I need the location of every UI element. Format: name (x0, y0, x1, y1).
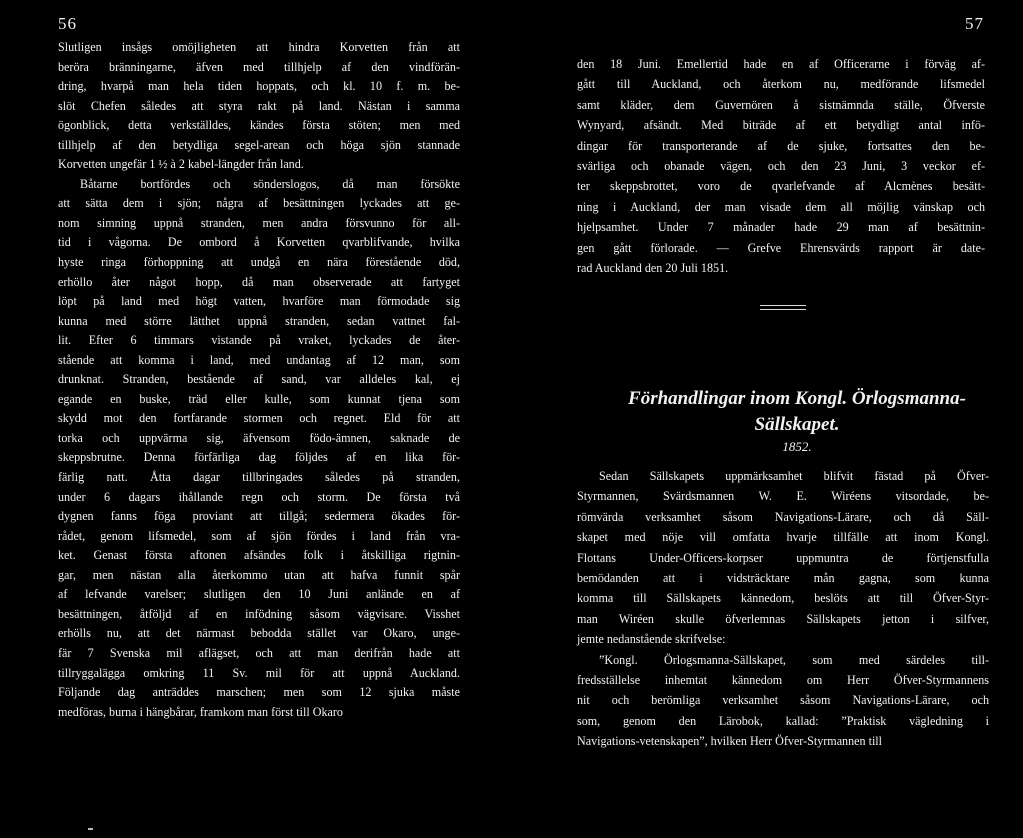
text-line: den 18 Juni. Emellertid hade en af Officerarne i förväg af- (577, 57, 985, 71)
scan-mark (88, 828, 93, 830)
text-line: erhöllo åter något hopp, då man observerade att fartyget (58, 274, 460, 289)
right-bottom-text (577, 466, 989, 752)
text-line: Slutligen insågs omöjligheten att hindra Korvetten från att (58, 40, 460, 54)
text-line: tid i vågorna. De ombord å Korvetten qvarblifvande, hvilka (58, 235, 460, 250)
text-line: Styrmannen, Svärdsmannen W. E. Wiréens vitsordade, be- (577, 489, 989, 504)
text-line: erhölls nu, att det närmast bebodda stället var Okaro, unge- (58, 626, 460, 641)
text-line: egande en buske, träd eller kulle, som kunnat tjena som (58, 391, 460, 406)
text-line: ning i Auckland, der man visade dem all möjlig vänskap och (577, 199, 985, 214)
text-line: under 6 dagars ihållande regn och storm. De första två (58, 489, 460, 504)
text-line: dygnen fanns föga proviant att tillgå; sedermera ökades för- (58, 509, 460, 524)
text-line: samt kläder, dem Guvernören å sistnämnda ställe, Öfverste (577, 97, 985, 112)
text-line: dring, hvarpå man hela tiden hoppats, och kl. 10 f. m. be- (58, 79, 460, 94)
text-line: komma till Sällskapets kännedom, beslöts att till Öfver-Styr- (577, 591, 989, 606)
text-line: ter skeppsbrottet, voro de qvarlefvande af Alcmènes besätt- (577, 179, 985, 194)
text-line: svärliga och obanade vägen, och den 23 Juni, 3 veckor ef- (577, 159, 985, 174)
text-line: af lefvande varelser; slutligen den 10 Juni anlände en af (58, 587, 460, 602)
text-line: att sätta dem i sjön; några af besättningen lyckades att ge- (58, 196, 460, 211)
text-line: jemte nedanstående skrifvelse: (577, 632, 726, 647)
section-heading: Förhandlingar inom Kongl. Örlogsmanna-Sällskapet. (628, 388, 966, 435)
text-line: man Wiréen skulle öfverlemnas Sällskapets jetton i silfver, (577, 611, 989, 626)
page-number: 57 (965, 14, 984, 33)
text-line: färlig natt. Åtta dagar tillbringades således på stranden, (58, 470, 460, 485)
text-line: Flottans Under-Officers-korpser uppmuntra de förtjenstfulla (577, 550, 989, 565)
text-line: kunna med större lätthet uppnå stranden, sedan vattnet fal- (58, 313, 460, 328)
text-line: drunknat. Stranden, bestående af sand, var alldeles kal, ej (58, 372, 460, 387)
section-year: 1852. (782, 439, 812, 454)
text-line: torka och uppvärma sig, äfvensom födo-ämnen, saknade de (58, 430, 460, 445)
text-line: Navigations-vetenskapen”, hvilken Herr Öfver-Styrmannen till (577, 734, 883, 749)
text-line: löpt på land med högt vatten, hvarföre man förmodade sig (58, 294, 460, 309)
text-line: Sedan Sällskapets uppmärksamhet blifvit fästad på Öfver- (599, 469, 989, 483)
text-line: slöt Chefen således att styra rakt på land. Nästan i samma (58, 98, 460, 113)
text-line: ket. Genast första aftonen afsändes folk i åtskilliga rigtnin- (58, 548, 460, 563)
text-line: som, genom den Lärobok, kallad: ”Praktisk vägledning i (577, 713, 989, 728)
text-line: beröra bränningarne, äfven med tillhjelp af den vindförän- (58, 59, 460, 74)
text-line: rådet, genom lifsmedel, som af sjön fördes i land från vra- (58, 528, 460, 543)
text-line: lit. Efter 6 timmars vistande på vraket, lyckades de åter- (58, 333, 460, 348)
text-line: Båtarne bortfördes och sönderslogos, då man försökte (80, 176, 460, 191)
text-line: ögonblick, detta verkställdes, kändes första stöten; men med (58, 118, 460, 133)
text-line: skeppsbrutne. Denna förfärliga dag följdes af en lika för- (58, 450, 460, 465)
text-line: Korvetten ungefär 1 ½ à 2 kabel-längder från land. (58, 157, 304, 172)
text-line: bemödanden att i vidsträcktare mån gagna, som kunna (577, 571, 989, 586)
right-top-text (577, 54, 985, 278)
text-line: skydd mot den fortfarande stormen och regnet. Eld för att (58, 411, 460, 426)
text-line: medföras, burna i hängbårar, framkom man först till Okaro (58, 704, 343, 719)
text-line: ”Kongl. Örlogsmanna-Sällskapet, som med särdeles till- (599, 652, 989, 667)
text-line: fredsställelse inhemtat kännedom om Herr Öfver-Styrmannens (577, 673, 989, 688)
text-line: Wynyard, afsändt. Med biträde af ett betydligt antal infö- (577, 118, 985, 133)
section-divider (760, 305, 806, 310)
page-number: 56 (58, 14, 77, 33)
text-line: dingar för transporterande af de sjuke, fortsattes den be- (577, 138, 985, 153)
text-line: Följande dag anträddes marschen; men som 12 sjuka måste (58, 685, 460, 700)
text-line: fär 7 Svenska mil aflägset, och att man derifrån hade att (58, 645, 460, 660)
left-body-text (58, 38, 460, 722)
text-line: nom simning uppnå stranden, men andra försvunno för all- (58, 215, 460, 230)
text-line: tillryggalägga omkring 11 Sv. mil för att uppnå Auckland. (58, 665, 460, 680)
text-line: römvärda verksamhet såsom Navigations-Lärare, och då Säll- (577, 509, 989, 524)
text-line: hjelpsamhet. Under 7 månader hade 29 man af besättnin- (577, 220, 985, 235)
text-line: rad Auckland den 20 Juli 1851. (577, 261, 729, 276)
text-line: stående att komma i land, med undantag af 12 man, som (58, 352, 460, 367)
right-page (512, 0, 1023, 838)
text-line: skapet med nöje vill omfatta hvarje tillfälle att inom Kongl. (577, 530, 989, 545)
text-line: besättningen, åtföljd af en infödning såsom vägvisare. Visshet (58, 606, 460, 621)
text-line: hyste ringa förhoppning att undgå en nära förestående död, (58, 255, 460, 270)
text-line: gen gått förlorade. — Grefve Ehrensvärds rapport är date- (577, 240, 985, 255)
text-line: gått till Auckland, och återkom nu, medförande lifsmedel (577, 77, 985, 92)
text-line: gar, men nästan alla återkommo utan att hafva funnit spår (58, 567, 460, 582)
text-line: tillhjelp af den betydliga segel-arean och höga sjön stannade (58, 137, 460, 152)
text-line: nit och berömliga verksamhet såsom Navigations-Lärare, och (577, 693, 989, 708)
